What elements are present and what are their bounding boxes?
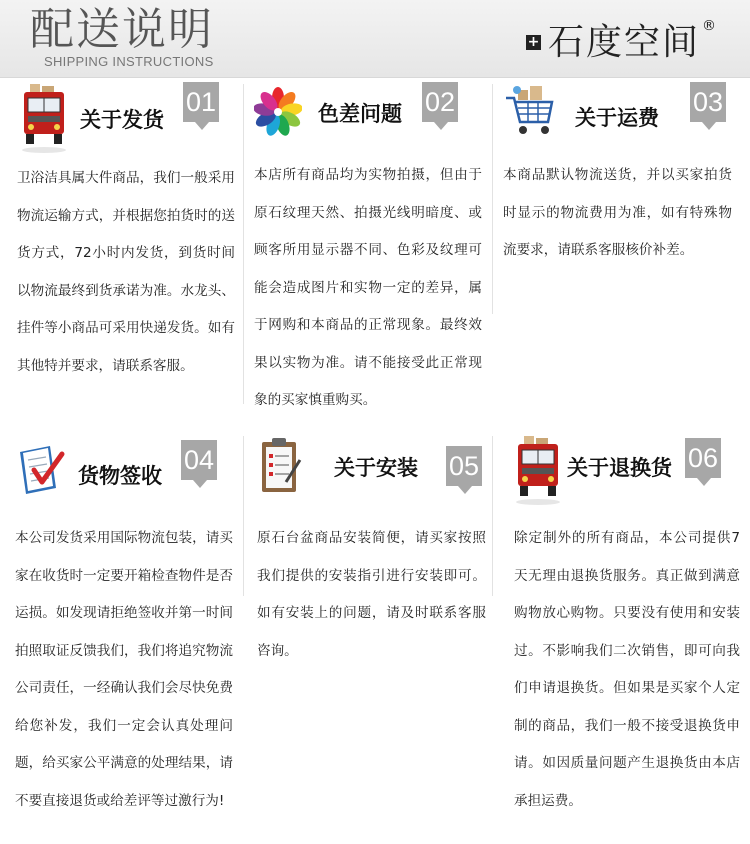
page-header — [0, 0, 750, 78]
checklist-icon — [16, 440, 66, 498]
brand-logo — [526, 14, 716, 65]
brand-plus-icon: + — [527, 34, 540, 50]
shopping-cart-icon — [504, 84, 556, 140]
card-text: 除定制外的所有商品，本公司提供7天无理由退换货服务。真正做到满意购物放心购物。只要没有使用和安装过。不影响我们二次销售，即可向我们申请退换货。但如果是买家个人定制的商品，我们一般不接受退换货申请。如因质量问题产生退换货由本店承担运费。 — [514, 530, 740, 809]
card-number-badge: 05 — [446, 446, 482, 486]
card-title: 关于发货 — [80, 108, 164, 132]
column-divider — [243, 436, 244, 596]
delivery-truck-icon — [18, 84, 70, 154]
card-text: 本商品默认物流送货，并以买家拍货时显示的物流费用为准，如有特殊物流要求，请联系客服核价补差。 — [503, 167, 732, 258]
color-wheel-icon — [254, 86, 302, 138]
card-title: 色差问题 — [318, 102, 402, 126]
card-title: 关于运费 — [575, 106, 659, 130]
card-number-badge: 04 — [181, 440, 217, 480]
card-text: 本公司发货采用国际物流包装，请买家在收货时一定要开箱检查物件是否运损。如发现请拒绝签收并第一时间拍照取证反馈我们，我们将追究物流公司责任，一经确认我们会尽快免费给您补发，我们一定会认真处理问题，给买家公平满意的处理结果，请不要直接退货或给差评等过激行为! — [15, 530, 233, 809]
card-title: 货物签收 — [78, 464, 162, 488]
card-text: 原石台盆商品安装简便，请买家按照我们提供的安装指引进行安装即可。如有安装上的问题，请及时联系客服咨询。 — [257, 530, 486, 659]
clipboard-icon — [260, 436, 302, 498]
column-divider — [492, 436, 493, 596]
card-text: 卫浴洁具属大件商品，我们一般采用物流运输方式，并根据您拍货时的送货方式，72小时内发货，到货时间以物流最终到货承诺为准。水龙头、挂件等小商品可采用快递发货。如有其他特并要求，请联系客服。 — [17, 170, 235, 374]
registered-mark: ® — [702, 17, 716, 34]
card-title: 关于安装 — [334, 456, 418, 480]
column-divider — [243, 84, 244, 404]
brand-name: 石度空间 — [547, 22, 700, 63]
card-title: 关于退换货 — [567, 456, 672, 480]
delivery-truck-icon — [512, 436, 564, 506]
page-title: 配送说明 — [30, 4, 214, 55]
card-number-badge: 06 — [685, 438, 721, 478]
card-number-badge: 01 — [183, 82, 219, 122]
page-subtitle: SHIPPING INSTRUCTIONS — [44, 54, 214, 69]
column-divider — [492, 84, 493, 314]
card-number-badge: 03 — [690, 82, 726, 122]
card-text: 本店所有商品均为实物拍摄，但由于原石纹理天然、拍摄光线明暗度、或顾客所用显示器不同、色彩及纹理可能会造成图片和实物一定的差异，属于网购和本商品的正常现象。最终效果以实物为准。请不能接受此正常现象的买家慎重购买。 — [254, 167, 482, 408]
card-number-badge: 02 — [422, 82, 458, 122]
